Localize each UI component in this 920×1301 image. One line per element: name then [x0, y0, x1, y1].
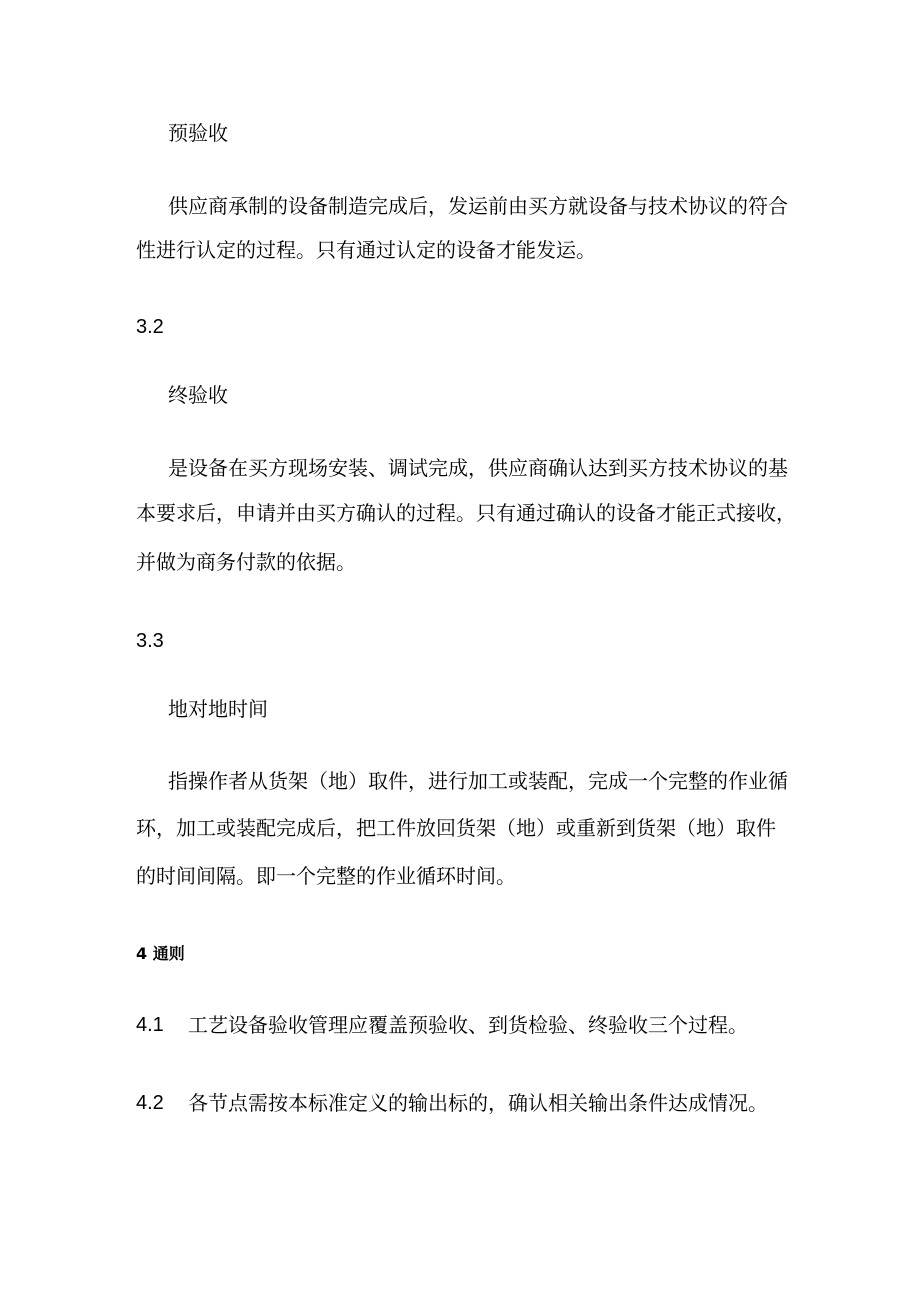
clause-number-4-1: 4.1 [136, 1014, 164, 1036]
section-number-3-3: 3.3 [136, 630, 164, 652]
clause-number-4-2: 4.2 [136, 1092, 164, 1114]
clause-text-4-1: 工艺设备验收管理应覆盖预验收、到货检验、终验收三个过程。 [188, 1013, 748, 1037]
paragraph-line: 并做为商务付款的依据。 [136, 550, 356, 574]
clause-text-4-2: 各节点需按本标准定义的输出标的，确认相关输出条件达成情况。 [188, 1091, 768, 1115]
paragraph-line: 环，加工或装配完成后，把工件放回货架（地）或重新到货架（地）取件 [136, 816, 776, 840]
term-heading-pre-acceptance: 预验收 [168, 121, 228, 145]
paragraph-line: 指操作者从货架（地）取件，进行加工或装配，完成一个完整的作业循 [168, 769, 788, 793]
section-number-3-2: 3.2 [136, 316, 164, 338]
paragraph-line: 是设备在买方现场安装、调试完成，供应商确认达到买方技术协议的基 [168, 456, 788, 480]
chapter-heading-4: 4 通则 [136, 944, 185, 963]
paragraph-line: 本要求后，申请并由买方确认的过程。只有通过确认的设备才能正式接收， [136, 501, 796, 525]
term-heading-final-acceptance: 终验收 [168, 383, 228, 407]
term-heading-ground-to-ground-time: 地对地时间 [168, 697, 268, 721]
paragraph-line: 性进行认定的过程。只有通过认定的设备才能发运。 [136, 238, 596, 262]
paragraph-line: 供应商承制的设备制造完成后，发运前由买方就设备与技术协议的符合 [168, 194, 788, 218]
paragraph-line: 的时间间隔。即一个完整的作业循环时间。 [136, 864, 516, 888]
